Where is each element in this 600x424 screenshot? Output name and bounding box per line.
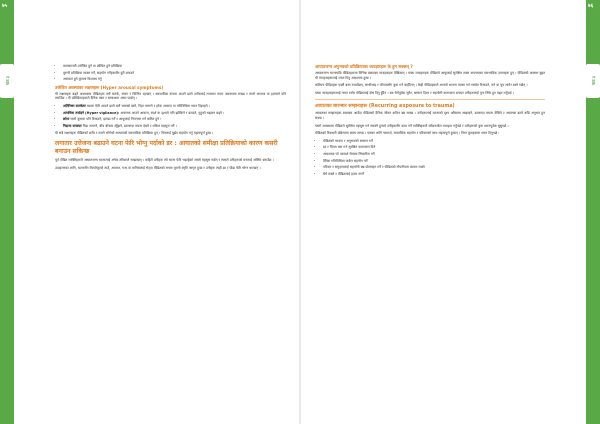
paragraph: यस्तो अवस्थामा पीडितले सुरक्षित महसुस गर्न नसक्ने हुनाले उनीहरूसँग काम गर्ने व्यक्तिहरूले संवेदनशील व्यवहार गर्नुपर्छ र उनीहरूको कुरा ध्यानपूर्वक सुन्नुपर्छ ।: [315, 123, 509, 128]
list-item: • असफल हुने कुरामा विश्वास गर्नु: [63, 77, 286, 82]
term-text: सानो कुरामा पनि रिसाउने, झगडा गर्ने र आफूलाई नियन्त्रण गर्न कठिन हुने ।: [70, 117, 162, 122]
right-tab-label: पाठ ३: [590, 76, 596, 86]
list-item: • परिवार र समुदायलाई सहयोगी बन्न प्रोत्साहन गर्ने र पीडितको गोपनीयता कायम राख्ने: [323, 165, 545, 170]
symptom-list: [55, 104, 286, 128]
left-sidebar: [0, 0, 14, 424]
list-item: • तुरुन्तै प्रतिक्रिया व्यक्त गर्ने, सहयोग गर्नेहरूसँग दुरी बनाउने: [63, 71, 286, 76]
list-item: • धैर्य राख्ने र पीडितलाई हतार नगर्ने: [323, 172, 545, 177]
list-item: • कामकाजमै उत्तेजित हुने वा क्रोधित हुने प्रतिक्रिया: [63, 64, 286, 69]
paragraph: पीडितको रिकभरी प्रक्रियामा समय लाग्छ । यसका लागि परामर्श, सामाजिक सहयोग र परिवारको साथ महत्वपूर्ण हुन्छन् । निम्न कुराहरूमा ध्यान दिनुपर्छ :: [315, 131, 500, 136]
hyper-arousal-subheading: उत्तेजित अवस्थाका लक्षणहरू (Hyper arousal symptoms): [55, 84, 164, 90]
paragraph: कतिपय पीडितहरू एक्लै बस्न रुचाउँछन्, साथीभाइ र परिवारसँग कुरा गर्न चाहँदैनन् । केही पीडितहरूले आफ्नो भावना व्यक्त गर्न नसकेर रिसाउने, रुने वा चुप लागेर बस्ने गर्छन् ।: [315, 83, 528, 88]
list-item: [63, 124, 286, 129]
list-item: • पीडितको भावना र अनुभवको सम्मान गर्ने: [323, 139, 545, 144]
right-section-tab: [586, 64, 600, 98]
term: क्रोधः: [63, 117, 70, 122]
left-column: [55, 64, 286, 173]
term-text: अचानक आउने आवाज, स्पर्श वा दृश्यले पनि झस्किने र डराउने, मुटुको धड्कन बढ्ने ।: [120, 110, 225, 115]
paragraph: आघातका सम्झनाहरू बारम्बार आउँदा पीडितको दैनिक जीवन कठिन बन्न सक्छ । उनीहरूलाई घटनाको दृश्य आँखामा आइरहने, डरलाग्दा सपना देखिने र अचानक डरले काँप्ने अनुभव हुन सक्छ ।: [315, 111, 545, 120]
term-text: निद्रा नलाग्ने, बीच बीचमा ब्युँझने, डरलाग्दा सपना देख्ने र थकित महसुस गर्ने ।: [82, 123, 177, 128]
right-column: [315, 62, 545, 179]
term: अतिरिक्त सतर्कताः: [63, 103, 86, 108]
section-heading: लगातार उत्तेजना बढाउने घटना फेरि भोग्नु पर्दाको डर : आघातको समीक्षा प्रतिक्रियाको कारण कसरी बनाउन सकिन्छ: [55, 139, 278, 155]
term-text: खतरा फेरि आउने डरले सधैं चनाखो बस्ने, निद्रा नलाग्ने र हरेक आवाज वा गतिविधिमा ध्यान दिइरहने ।: [87, 103, 210, 108]
paragraph: पूर्व पीडित व्यक्तिहरूले आघातजन्य घटनालाई अनेक तरिकाले सम्झन्छन् । कहिले उनीहरू त्यो घटना फेरि भइरहेको जस्तो महसुस गर्छन् र त्यसले उनीहरूको मनलाई अस्थिर बनाउँछ ।: [55, 158, 274, 163]
list-item: • डर र चिन्ता कम गर्न सुरक्षित वातावरण दिने: [323, 145, 545, 150]
list-item: [63, 104, 286, 109]
right-page-number: ७६: [588, 3, 594, 9]
paragraph: उदाहरणका लागि, घटनासँग मिल्दोजुल्दो ठाउँ, आवाज, गन्ध वा मानिसलाई भेट्दा पीडितको मनमा पुरानो स्मृति जागृत हुन्छ र उनीहरू त्यही डर र पीडा फेरि भोग्न थाल्छन् ।: [55, 165, 261, 170]
term: अत्यधिक तर्साइने (Hyper vigilance):: [63, 110, 120, 115]
right-sidebar: [586, 0, 600, 424]
paragraph: यी लक्षणहरू बढ्ने अवस्थामा पीडितहरू सधैं सतर्क, सजग र चिन्तित रहन्छन् । स्वाभाविक रूपमा आउने डरले शरीरलाई लगातार तयार अवस्थामा राख्छ र सानो आवाज वा हल्लाले पनि तर्साउँछ । यी प्रतिक्रियाहरूले दैनिक काम र सम्बन्धमा असर पार्छन् ।: [55, 91, 286, 101]
paragraph: यी सबै लक्षणहरू पीडितको शरीर र मनले भोगेको आघातको स्वाभाविक प्रतिक्रिया हुन् । यिनलाई बुझेर सहयोग गर्नु महत्वपूर्ण हुन्छ ।: [55, 131, 214, 136]
list-item: • आवश्यक परे परामर्श सेवामा सिफारिस गर्ने: [323, 152, 545, 157]
left-page-number: ७५: [2, 3, 8, 9]
behaviour-heading: आघातजन्य अनुभवको प्रतिक्रियाका व्यवहारहरू के हुन सक्छन् ?: [315, 64, 413, 69]
recurring-exposure-heading: आघातका बारम्बार सम्झनाहरू (Recurring exposure to trauma): [315, 104, 455, 110]
paragraph: आघातजन्य घटनापछि पीडितहरूमा विभिन्न प्रकारका व्यवहारहरू देखिन्छन् । यस्ता व्यवहारहरू पीडितले आफूलाई सुरक्षित राख्न अपनाएका स्वाभाविक उपायहरू हुन् । पीडितको अवस्था बुझ्न यी व्यवहारहरूलाई ध्यान दिनु आवश्यक हुन्छ ।: [315, 71, 545, 80]
left-section-tab: [0, 64, 14, 98]
paragraph: यस्ता व्यवहारहरूलाई गलत ठानेर पीडितलाई दोष दिनु हुँदैन । बरु धैर्यपूर्वक सुनेर, सम्मान दिएर र सहयोगी वातावरण बनाएर उनीहरूलाई पुनः स्थिर हुन मद्दत गर्नुपर्छ ।: [315, 90, 515, 95]
top-bullet-list: [55, 64, 286, 82]
list-item: [63, 117, 286, 122]
support-list: [315, 139, 545, 177]
page-gutter: [299, 0, 301, 424]
divider: [315, 99, 545, 100]
term: निद्रामा समस्याः: [63, 123, 82, 128]
list-item: [63, 111, 286, 116]
left-tab-label: पाठ ३: [4, 76, 10, 86]
list-item: • दैनिक गतिविधिमा फर्कन सहयोग गर्ने: [323, 159, 545, 164]
